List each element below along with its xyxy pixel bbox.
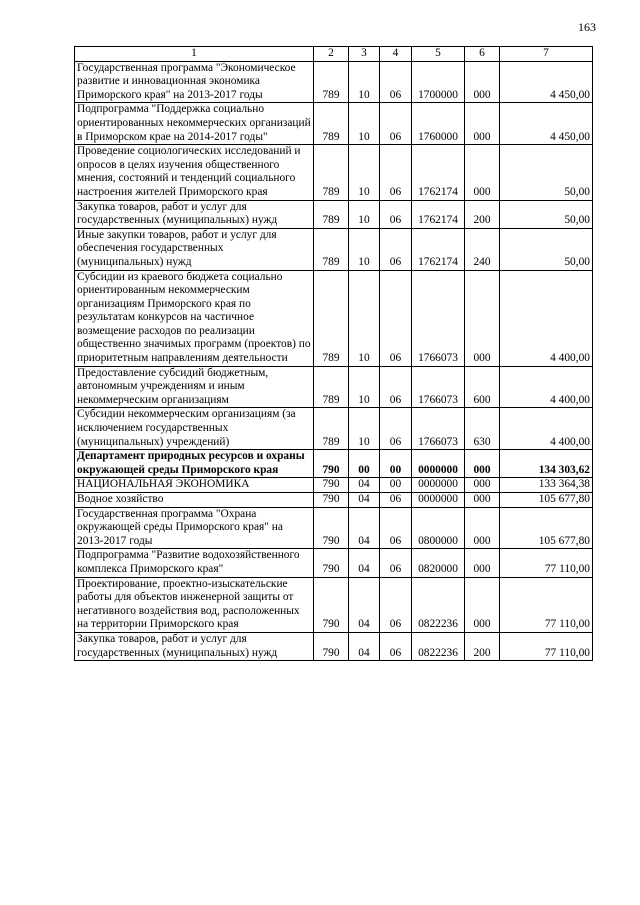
row-name: Государственная программа "Охрана окружающей среды Приморского края" на 2013-2017 годы: [75, 507, 314, 549]
row-name: Проведение социологических исследований и опросов в целях изучения общественного мнения, состояний и тенденций социального настроения жителей Приморского края: [75, 145, 314, 200]
cell-amount: 133 364,38: [500, 478, 593, 493]
cell-expense-type: 200: [465, 200, 500, 228]
row-name: Подпрограмма "Поддержка социально ориентированных некоммерческих организаций в Приморском крае на 2014-2017 годы": [75, 103, 314, 145]
column-header: 7: [500, 47, 593, 62]
cell-subsection: 06: [380, 493, 412, 508]
cell-ministry: 790: [314, 478, 349, 493]
table-row: [75, 103, 593, 145]
row-name: Иные закупки товаров, работ и услуг для обеспечения государственных (муниципальных) нужд: [75, 228, 314, 270]
cell-expense-type: 000: [465, 507, 500, 549]
cell-subsection: 06: [380, 408, 412, 450]
cell-ministry: 789: [314, 145, 349, 200]
cell-subsection: 06: [380, 366, 412, 408]
cell-amount: 50,00: [500, 145, 593, 200]
cell-target: 0822236: [412, 577, 465, 632]
cell-target: 1760000: [412, 103, 465, 145]
cell-subsection: 06: [380, 632, 412, 660]
row-name: Предоставление субсидий бюджетным, автономным учреждениям и иным некоммерческим организациям: [75, 366, 314, 408]
cell-ministry: 789: [314, 103, 349, 145]
column-header: 4: [380, 47, 412, 62]
cell-target: 1766073: [412, 408, 465, 450]
row-name: Подпрограмма "Развитие водохозяйственного комплекса Приморского края": [75, 549, 314, 577]
cell-amount: 4 450,00: [500, 61, 593, 103]
cell-section: 04: [349, 632, 380, 660]
cell-section: 04: [349, 577, 380, 632]
table-row: [75, 577, 593, 632]
cell-amount: 4 400,00: [500, 270, 593, 366]
cell-target: 0800000: [412, 507, 465, 549]
cell-section: 10: [349, 145, 380, 200]
row-name: Закупка товаров, работ и услуг для государственных (муниципальных) нужд: [75, 632, 314, 660]
table-row: [75, 549, 593, 577]
cell-amount: 77 110,00: [500, 632, 593, 660]
cell-section: 00: [349, 450, 380, 478]
cell-subsection: 00: [380, 478, 412, 493]
budget-table: [74, 46, 593, 661]
cell-expense-type: 000: [465, 577, 500, 632]
cell-amount: 50,00: [500, 228, 593, 270]
cell-section: 10: [349, 61, 380, 103]
cell-expense-type: 000: [465, 61, 500, 103]
table-row: [75, 478, 593, 493]
table-row: [75, 145, 593, 200]
cell-section: 10: [349, 270, 380, 366]
cell-target: 0000000: [412, 478, 465, 493]
table-header-row: [75, 47, 593, 62]
cell-ministry: 790: [314, 632, 349, 660]
cell-ministry: 790: [314, 450, 349, 478]
cell-section: 10: [349, 200, 380, 228]
cell-target: 1762174: [412, 228, 465, 270]
cell-target: 1762174: [412, 200, 465, 228]
row-name: Государственная программа "Экономическое развитие и инновационная экономика Приморского края" на 2013-2017 годы: [75, 61, 314, 103]
cell-amount: 105 677,80: [500, 507, 593, 549]
cell-ministry: 790: [314, 577, 349, 632]
table-row: [75, 408, 593, 450]
cell-ministry: 789: [314, 200, 349, 228]
cell-amount: 134 303,62: [500, 450, 593, 478]
cell-target: 0820000: [412, 549, 465, 577]
column-header: 6: [465, 47, 500, 62]
cell-target: 1766073: [412, 270, 465, 366]
cell-subsection: 06: [380, 103, 412, 145]
column-header: 3: [349, 47, 380, 62]
cell-subsection: 06: [380, 577, 412, 632]
cell-subsection: 06: [380, 270, 412, 366]
table-row: [75, 507, 593, 549]
row-name: НАЦИОНАЛЬНАЯ ЭКОНОМИКА: [75, 478, 314, 493]
cell-expense-type: 240: [465, 228, 500, 270]
row-name: Субсидии из краевого бюджета социально ориентированным некоммерческим организациям Приморского края по результатам конкурсов на частичное возмещение расходов по реализации общественно значимых программ (проектов) по приоритетным направлениям деятельности: [75, 270, 314, 366]
column-header: 2: [314, 47, 349, 62]
table-row: [75, 200, 593, 228]
cell-subsection: 06: [380, 200, 412, 228]
table-row: [75, 632, 593, 660]
cell-amount: 77 110,00: [500, 577, 593, 632]
cell-expense-type: 000: [465, 145, 500, 200]
cell-ministry: 790: [314, 493, 349, 508]
cell-target: 1766073: [412, 366, 465, 408]
row-name: Субсидии некоммерческим организациям (за исключением государственных (муниципальных) учреждений): [75, 408, 314, 450]
cell-subsection: 06: [380, 61, 412, 103]
cell-expense-type: 000: [465, 450, 500, 478]
table-row: [75, 61, 593, 103]
cell-subsection: 06: [380, 549, 412, 577]
cell-ministry: 789: [314, 61, 349, 103]
cell-ministry: 789: [314, 228, 349, 270]
cell-ministry: 790: [314, 549, 349, 577]
cell-amount: 50,00: [500, 200, 593, 228]
row-name: Департамент природных ресурсов и охраны окружающей среды Приморского края: [75, 450, 314, 478]
cell-target: 0822236: [412, 632, 465, 660]
cell-section: 10: [349, 408, 380, 450]
table-row: [75, 270, 593, 366]
cell-section: 04: [349, 493, 380, 508]
row-name: Водное хозяйство: [75, 493, 314, 508]
cell-subsection: 06: [380, 507, 412, 549]
cell-target: 1700000: [412, 61, 465, 103]
cell-ministry: 789: [314, 270, 349, 366]
cell-amount: 77 110,00: [500, 549, 593, 577]
cell-section: 04: [349, 507, 380, 549]
table-row: [75, 228, 593, 270]
cell-subsection: 06: [380, 145, 412, 200]
cell-expense-type: 200: [465, 632, 500, 660]
cell-expense-type: 630: [465, 408, 500, 450]
row-name: Закупка товаров, работ и услуг для государственных (муниципальных) нужд: [75, 200, 314, 228]
column-header: 5: [412, 47, 465, 62]
cell-amount: 105 677,80: [500, 493, 593, 508]
cell-subsection: 00: [380, 450, 412, 478]
cell-expense-type: 000: [465, 549, 500, 577]
row-name: Проектирование, проектно-изыскательские работы для объектов инженерной защиты от негативного воздействия вод, расположенных на территории Приморского края: [75, 577, 314, 632]
column-header: 1: [75, 47, 314, 62]
cell-amount: 4 400,00: [500, 366, 593, 408]
cell-ministry: 789: [314, 408, 349, 450]
cell-subsection: 06: [380, 228, 412, 270]
cell-expense-type: 000: [465, 493, 500, 508]
cell-section: 04: [349, 549, 380, 577]
cell-amount: 4 450,00: [500, 103, 593, 145]
cell-target: 1762174: [412, 145, 465, 200]
cell-section: 10: [349, 228, 380, 270]
cell-expense-type: 000: [465, 478, 500, 493]
cell-target: 0000000: [412, 450, 465, 478]
cell-expense-type: 000: [465, 270, 500, 366]
table-row: [75, 493, 593, 508]
cell-expense-type: 000: [465, 103, 500, 145]
page-number: 163: [578, 20, 596, 34]
cell-amount: 4 400,00: [500, 408, 593, 450]
cell-section: 10: [349, 103, 380, 145]
table-row: [75, 366, 593, 408]
cell-ministry: 790: [314, 507, 349, 549]
cell-target: 0000000: [412, 493, 465, 508]
cell-ministry: 789: [314, 366, 349, 408]
cell-section: 04: [349, 478, 380, 493]
table-row: [75, 450, 593, 478]
cell-section: 10: [349, 366, 380, 408]
cell-expense-type: 600: [465, 366, 500, 408]
